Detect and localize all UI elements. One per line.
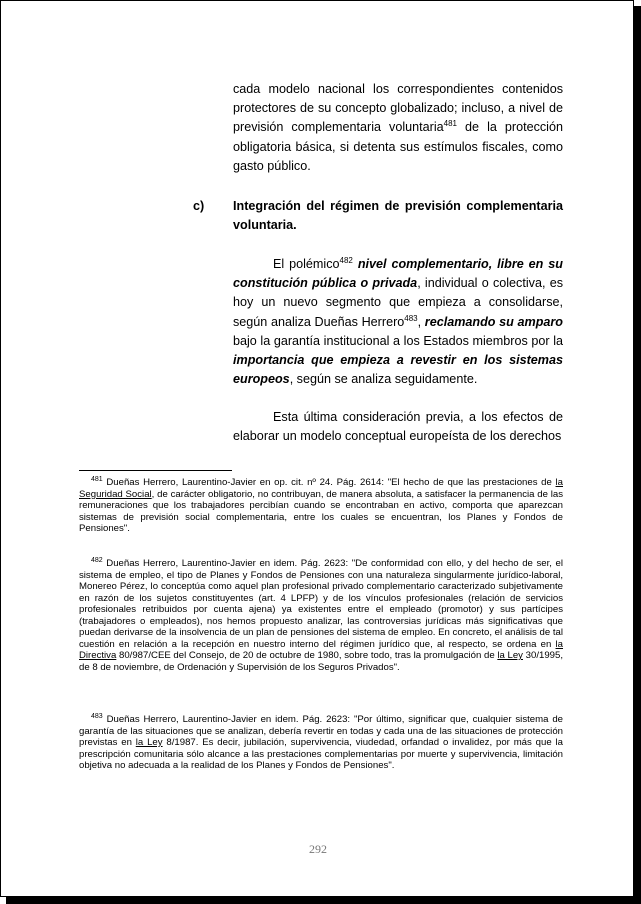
footnote-text: 80/987/CEE del Consejo, de 20 de octubre de 1980, sobre todo, tras la promulgación de (116, 650, 498, 661)
paragraph-text: El polémico (273, 257, 340, 271)
paragraph-text: bajo la garantía institucional a los Estados miembros por la (233, 333, 563, 348)
footnote-482 (79, 558, 563, 673)
paragraph-text: de la protección obligatoria básica, si detenta sus estímulos fiscales, como gasto público. (233, 120, 563, 173)
section-letter: c) (193, 199, 205, 213)
paragraph-continuation (233, 80, 563, 176)
paragraph-consideracion: Esta última consideración previa, a los efectos de elaborar un modelo conceptual europeísta de los derechos (233, 410, 563, 444)
footnote-text: , de carácter obligatorio, no contribuyan, de manera absoluta, a satisfacer la permanencia de las remuneraciones que los trabajadores percibían cuando se encontraban en activo, comporta que aparezcan sistemas de previsión social complementaria, entre los cuales se encuentran, los Planes y Fondos de Pensiones". (79, 488, 563, 534)
underlined-text: la Seguridad Social (79, 477, 563, 500)
footnote-483 (79, 714, 563, 772)
footnote-text: 8/1987. Es decir, jubilación, supervivencia, viudedad, orfandad o invalidez, por más que la prescripción comunitaria sólo alcance a las prestaciones complementarias por muerte y supervivencia, limitación objetiva no adecuada a la realidad de los Planes y Fondos de Pensiones". (79, 737, 563, 771)
footnote-ref-482[interactable]: 482 (339, 255, 353, 265)
footnote-481 (79, 477, 563, 535)
underlined-text: la Directiva (79, 638, 563, 661)
footnote-ref-483[interactable]: 483 (404, 313, 418, 323)
paragraph-nivel-complementario (233, 255, 563, 389)
footnote-separator (79, 470, 232, 471)
underlined-text: la Ley (135, 737, 163, 748)
footnote-number: 483 (91, 712, 103, 720)
page-shadow-bottom (6, 897, 641, 904)
footnote-text: Dueñas Herrero, Laurentino-Javier en idem. Pág. 2623: "De conformidad con ello, y del hecho de ser, el sistema de empleo, el tipo de Planes y Fondos de Pensiones con una naturaleza singularmente jurídico-laboral, Monereo Pérez, lo conceptúa como aquel plan profesional privado complementario caracterizado subjetivamente en razón de los sujetos constituyentes (art. 4 LPFP) y de los vínculos profesionales (relación de servicios profesionales retribuidos por cuenta ajena) ya existentes entre el empleado (promotor) y sus partícipes (trabajadores o empleados), nos hemos propuesto analizar, las controversias jurídicas más significativas que puedan derivarse de la insolvencia de un plan de pensiones del sistema de empleo. En concreto, el análisis de tal cuestión en relación a la recepción en nuestro interno del régimen jurídico que, al respecto, se ordena en (79, 558, 563, 650)
footnote-number: 481 (91, 475, 103, 483)
section-title: Integración del régimen de previsión complementaria voluntaria. (233, 199, 563, 233)
paragraph-text: , (417, 314, 425, 329)
underlined-text: la Ley (497, 650, 523, 661)
footnote-text: Dueñas Herrero, Laurentino-Javier en op. cit. nº 24. Pág. 2614: "El hecho de que las prestaciones de (102, 477, 556, 488)
paragraph-text: cada modelo nacional los correspondientes contenidos protectores de su concepto globalizado; incluso, a nivel de previsión complementaria voluntaria (233, 82, 563, 135)
footnote-text: 30/1995, de 8 de noviembre, de Ordenación y Supervisión de los Seguros Privados". (79, 650, 563, 673)
footnote-ref-481[interactable]: 481 (443, 119, 458, 129)
paragraph-text: , individual o colectiva, es hoy un nuevo segmento que empieza a consolidarse, según analiza Dueñas Herrero (233, 276, 563, 329)
footnote-text: Dueñas Herrero, Laurentino-Javier en idem. Pág. 2623: "Por último, significar que, cualquier sistema de garantía de las situaciones que se analizan, debería revertir en todas y cada una de las situaciones de protección previstas en (79, 714, 563, 748)
emphasis-text: importancia que empieza a revestir en los sistemas europeos (233, 353, 563, 387)
emphasis-text: nivel complementario, libre en su constitución pública o privada (233, 257, 563, 291)
page-number: 292 (309, 842, 327, 856)
emphasis-text: reclamando su amparo (424, 314, 563, 329)
page-shadow-right (634, 6, 641, 904)
paragraph-text: , según se analiza seguidamente. (289, 372, 478, 387)
footnote-number: 482 (91, 556, 103, 564)
